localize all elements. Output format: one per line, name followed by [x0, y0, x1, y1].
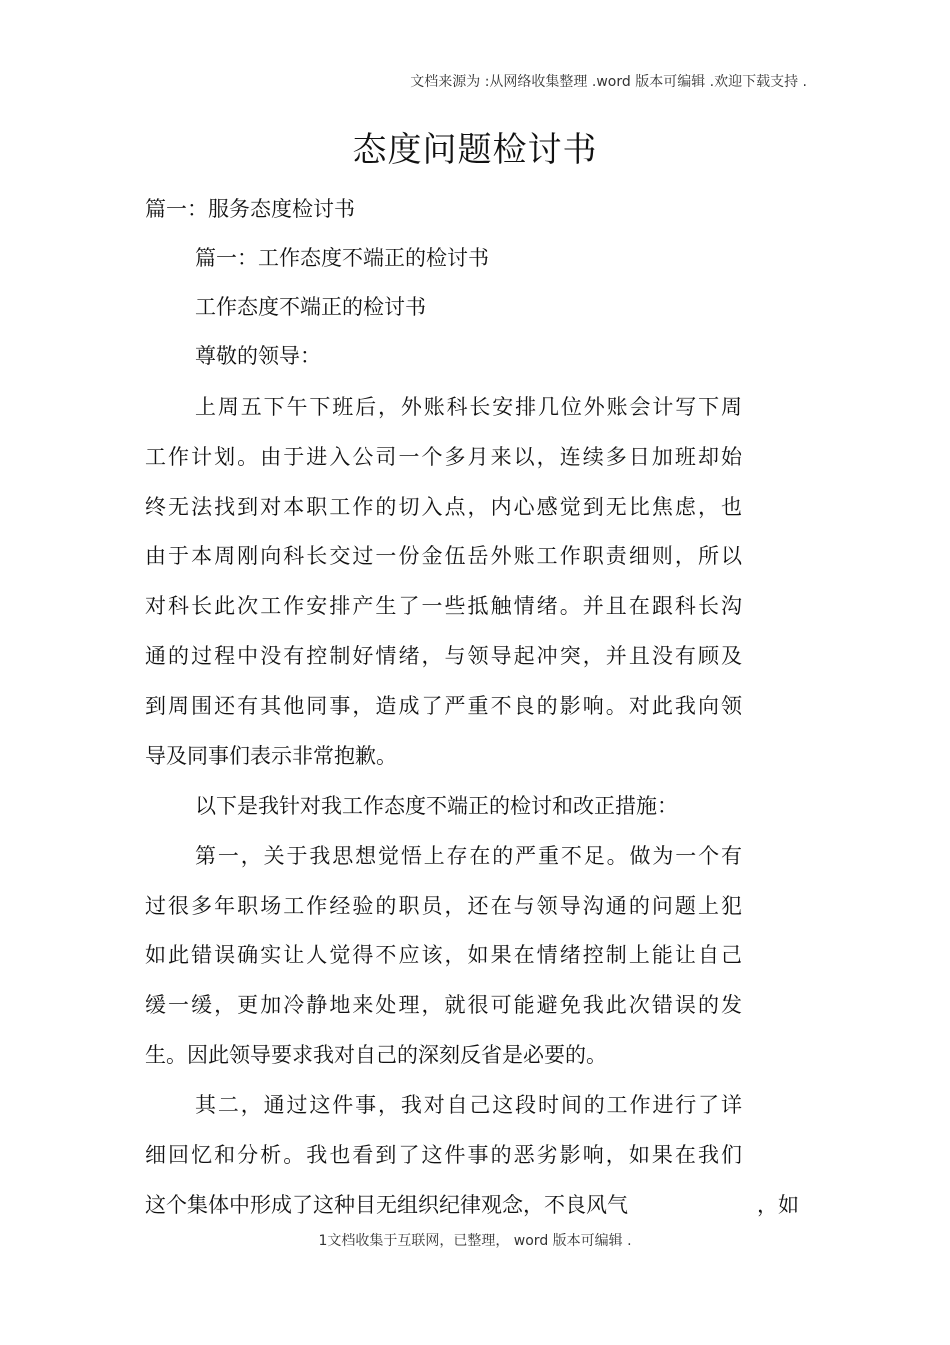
paragraph-line-main: 这个集体中形成了这种目无组织纪律观念，不良风气	[145, 1193, 628, 1217]
salutation: 尊敬的领导：	[195, 344, 321, 368]
paragraph-last-line	[145, 1191, 805, 1219]
paragraph-line: 生。因此领导要求我对自己的深刻反省是必要的。	[145, 1043, 607, 1067]
letter-title: 工作态度不端正的检讨书	[195, 295, 426, 319]
paragraph-line: 工作计划。由于进入公司一个多月来以，连续多日加班却始	[145, 445, 742, 469]
paragraph-line-tail: ，如	[757, 1193, 799, 1217]
paragraph-line: 导及同事们表示非常抱歉。	[145, 744, 397, 768]
paragraph-line: 由于本周刚向科长交过一份金伍岳外账工作职责细则，所以	[145, 544, 742, 568]
paragraph-line: 其二，通过这件事，我对自己这段时间的工作进行了详	[195, 1093, 742, 1117]
document-title: 态度问题检讨书	[352, 130, 598, 170]
section-heading: 篇一：服务态度检讨书	[145, 197, 355, 221]
page-footer: 1文档收集于互联网，已整理， word 版本可编辑 .	[318, 1233, 632, 1249]
page-header: 文档来源为 :从网络收集整理 .word 版本可编辑 .欢迎下载支持 .	[410, 74, 807, 90]
paragraph-line: 第一，关于我思想觉悟上存在的严重不足。做为一个有	[195, 844, 742, 868]
paragraph-line: 如此错误确实让人觉得不应该，如果在情绪控制上能让自己	[145, 943, 742, 967]
paragraph-line: 细回忆和分析。我也看到了这件事的恶劣影响，如果在我们	[145, 1143, 742, 1167]
paragraph-line: 缓一缓，更加冷静地来处理，就很可能避免我此次错误的发	[145, 993, 742, 1017]
paragraph-line: 终无法找到对本职工作的切入点，内心感觉到无比焦虑，也	[145, 495, 742, 519]
paragraph-line: 到周围还有其他同事，造成了严重不良的影响。对此我向领	[145, 694, 742, 718]
paragraph-line: 过很多年职场工作经验的职员，还在与领导沟通的问题上犯	[145, 894, 742, 918]
paragraph-line: 上周五下午下班后，外账科长安排几位外账会计写下周	[195, 395, 742, 419]
paragraph-line: 对科长此次工作安排产生了一些抵触情绪。并且在跟科长沟	[145, 594, 742, 618]
paragraph-line: 通的过程中没有控制好情绪，与领导起冲突，并且没有顾及	[145, 644, 742, 668]
sub-heading: 篇一：工作态度不端正的检讨书	[195, 246, 489, 270]
measures-intro: 以下是我针对我工作态度不端正的检讨和改正措施：	[195, 794, 678, 818]
